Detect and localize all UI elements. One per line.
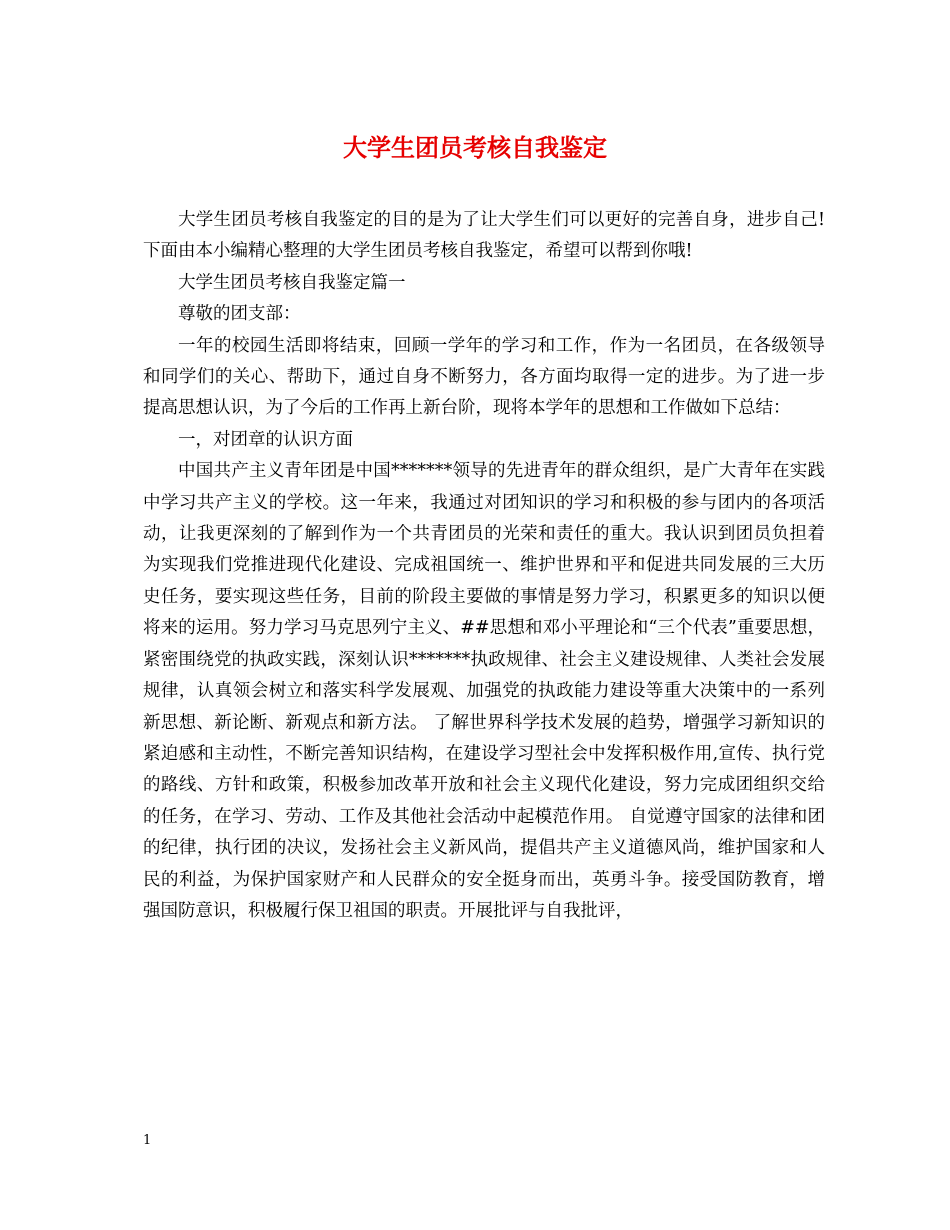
body-paragraph: 一年的校园生活即将结束，回顾一学年的学习和工作，作为一名团员，在各级领导和同学们的关心、帮助下，通过自身不断努力，各方面均取得一定的进步。为了进一步提高思想认识，为了今后的工作再上新台阶，现将本学年的思想和工作做如下总结： bbox=[143, 335, 825, 419]
document-body bbox=[143, 205, 825, 927]
intro-paragraph: 大学生团员考核自我鉴定的目的是为了让大学生们可以更好的完善自身，进步自己!下面由本小编精心整理的大学生团员考核自我鉴定，希望可以帮到你哦! bbox=[143, 210, 825, 262]
document-title: 大学生团员考核自我鉴定 bbox=[343, 133, 607, 162]
subsection-heading: 一，对团章的认识方面 bbox=[178, 429, 353, 450]
page-number: 1 bbox=[143, 1133, 152, 1148]
body-paragraph: 中国共产主义青年团是中国*******领导的先进青年的群众组织，是广大青年在实践中学习共产主义的学校。这一年来，我通过对团知识的学习和积极的参与团内的各项活动，让我更深刻的了解到作为一个共青团员的光荣和责任的重大。我认识到团员负担着为实现我们党推进现代化建设、完成祖国统一、维护世界和平和促进共同发展的三大历史任务，要实现这些任务，目前的阶段主要做的事情是努力学习，积累更多的知识以便将来的运用。努力学习马克思列宁主义、##思想和邓小平理论和“三个代表”重要思想，紧密围绕党的执政实践，深刻认识*******执政规律、社会主义建设规律、人类社会发展规律，认真领会树立和落实科学发展观、加强党的执政能力建设等重大决策中的一系列新思想、新论断、新观点和新方法。 了解世界科学技术发展的趋势，增强学习新知识的紧迫感和主动性，不断完善知识结构，在建设学习型社会中发挥积极作用,宣传、执行党的路线、方针和政策，积极参加改革开放和社会主义现代化建设，努力完成团组织交给的任务，在学习、劳动、工作及其他社会活动中起模范作用。 自觉遵守国家的法律和团的纪律，执行团的决议，发扬社会主义新风尚，提倡共产主义道德风尚，维护国家和人民的利益，为保护国家财产和人民群众的安全挺身而出，英勇斗争。接受国防教育，增强国防意识，积极履行保卫祖国的职责。开展批评与自我批评， bbox=[143, 461, 825, 921]
salutation: 尊敬的团支部： bbox=[178, 304, 301, 325]
section-heading: 大学生团员考核自我鉴定篇一 bbox=[178, 272, 406, 293]
